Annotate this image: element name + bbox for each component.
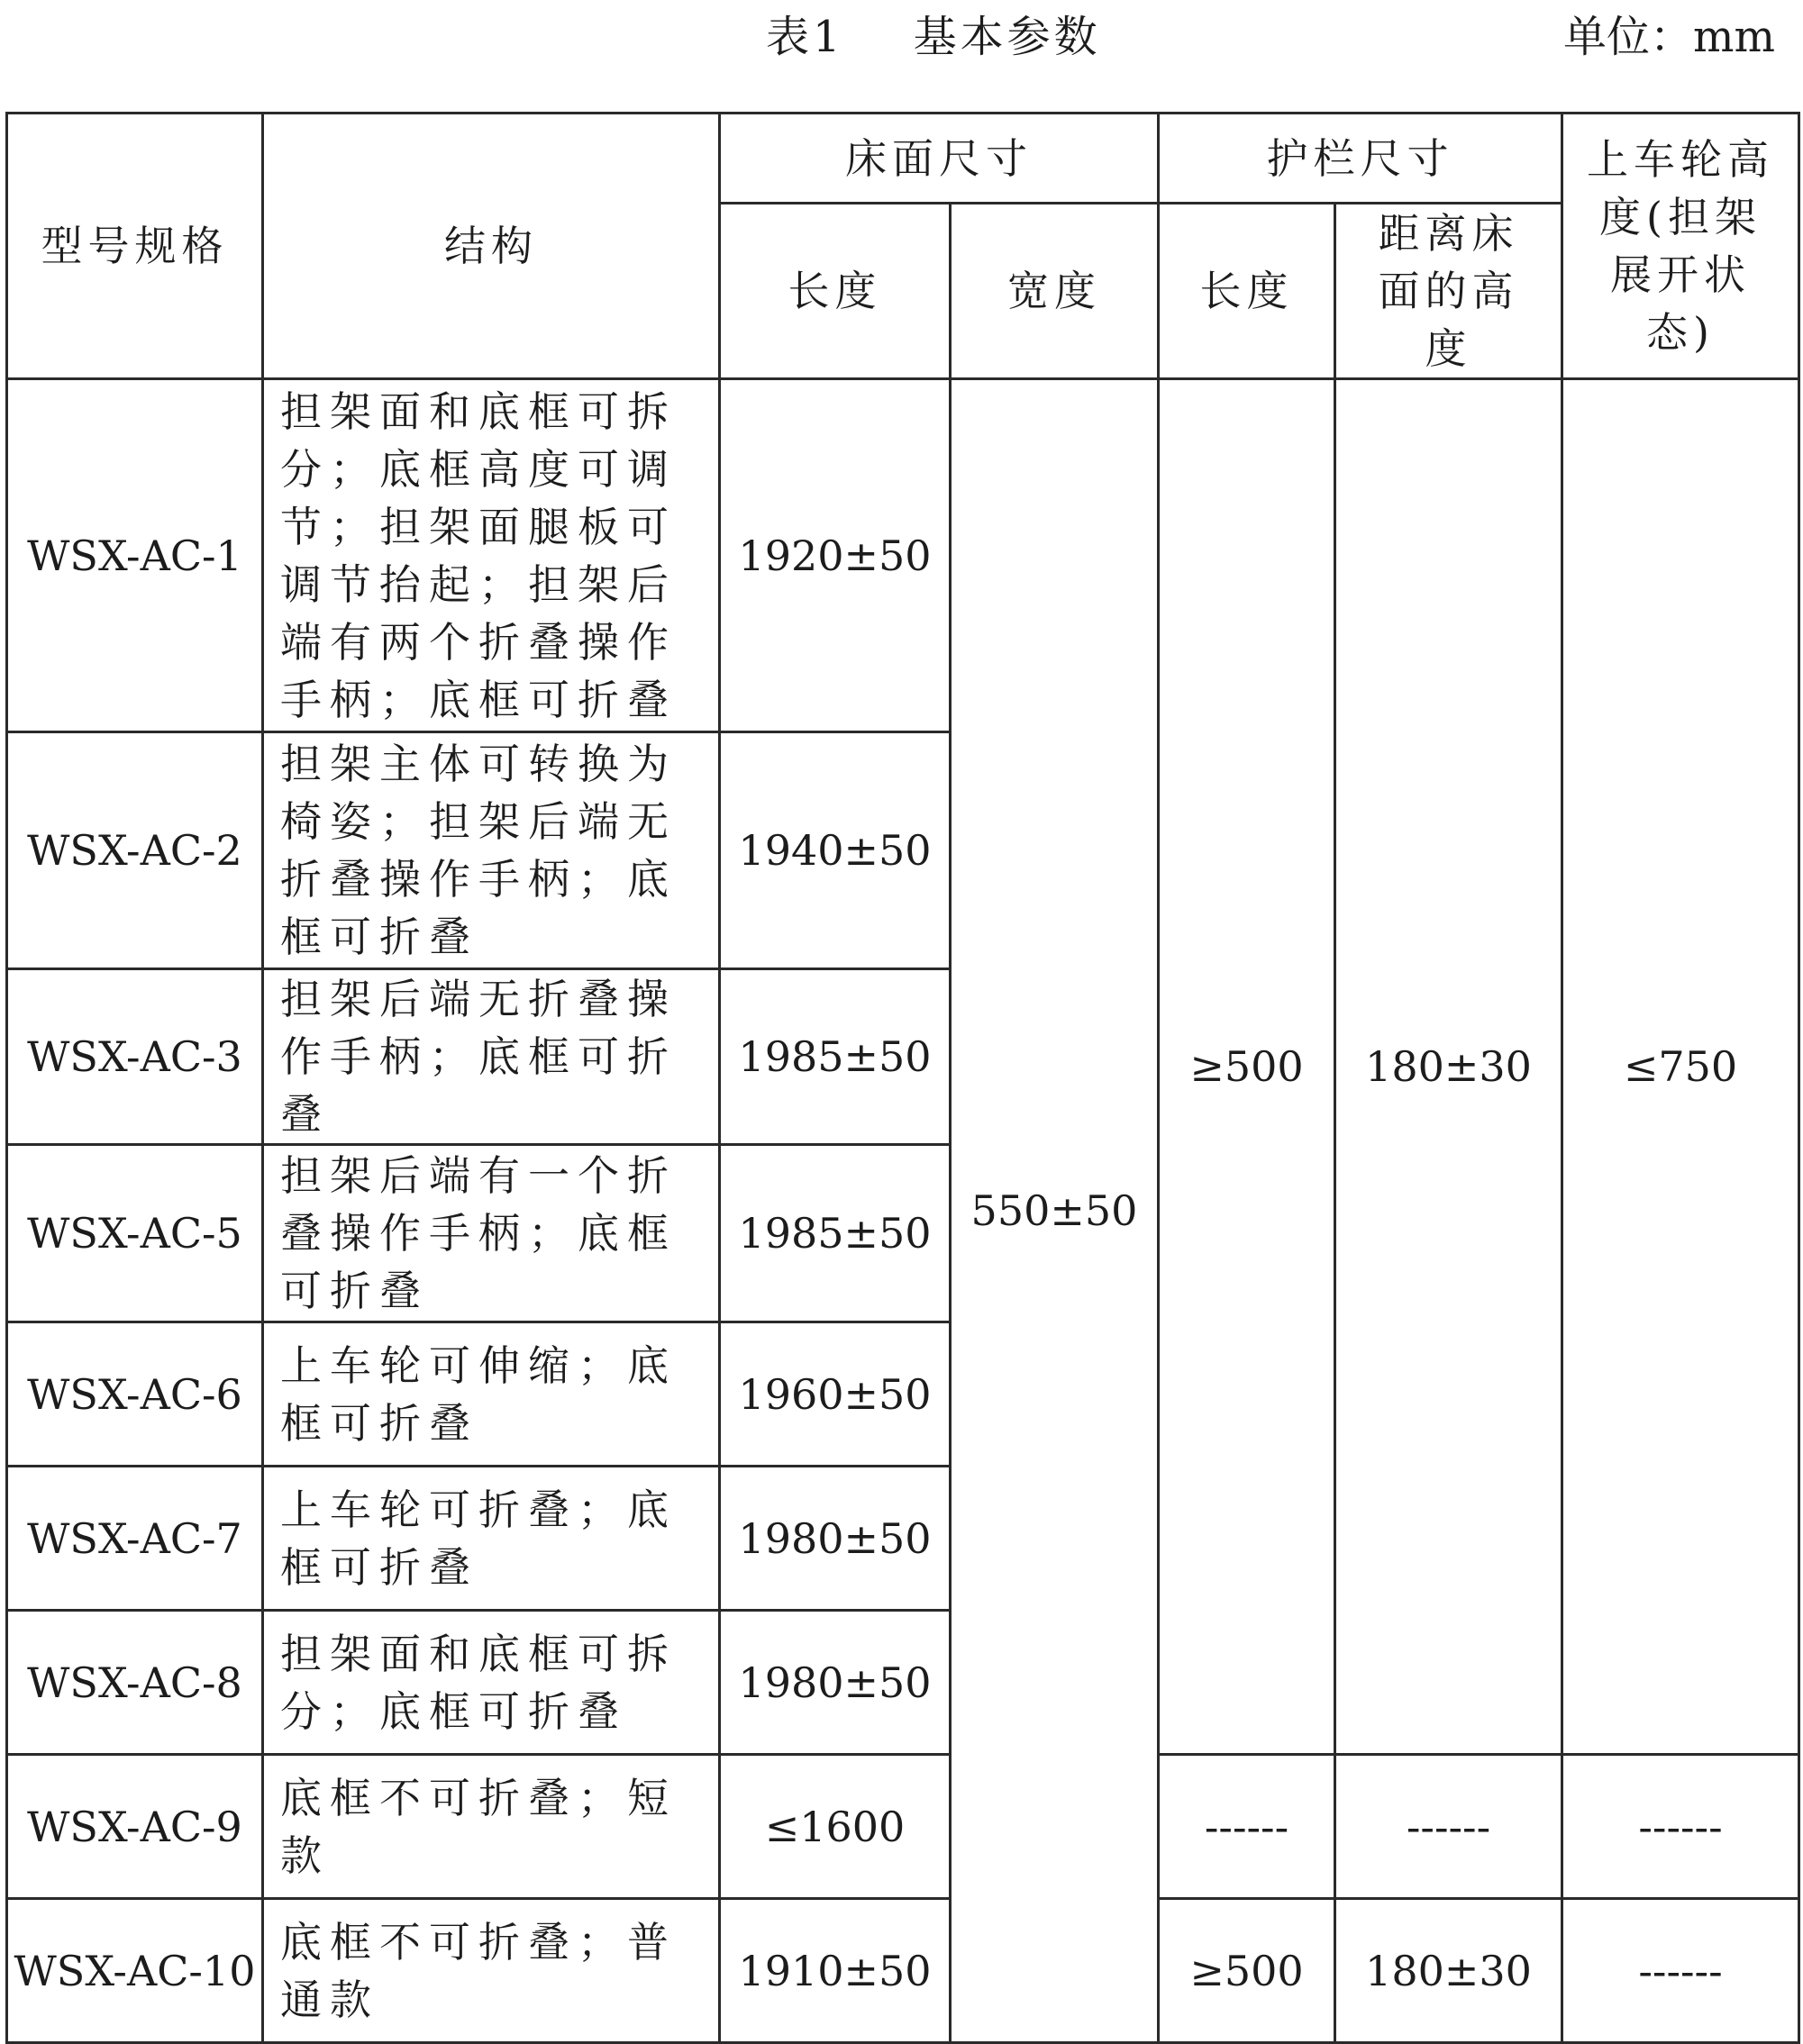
- parameters-table: [5, 112, 1800, 2044]
- bed-length-cell: 1940±50: [720, 732, 951, 969]
- bed-length-cell: 1985±50: [720, 1145, 951, 1322]
- header-rail-length: 长度: [1159, 204, 1335, 379]
- bed-length-cell: 1985±50: [720, 969, 951, 1145]
- model-cell: WSX-AC-1: [7, 379, 263, 732]
- structure-cell: 底框不可折叠；普通款: [263, 1899, 720, 2043]
- header-bed-length: 长度: [720, 204, 951, 379]
- header-rail-height: 距离床面的高度: [1335, 204, 1562, 379]
- model-cell: WSX-AC-6: [7, 1322, 263, 1467]
- wheel-height-cell: ------: [1562, 1755, 1799, 1899]
- structure-cell: 担架后端有一个折叠操作手柄；底框可折叠: [263, 1145, 720, 1322]
- rail-height-cell: ------: [1335, 1755, 1562, 1899]
- table-row: [7, 1899, 1799, 2043]
- header-rail-size: 护栏尺寸: [1159, 114, 1562, 204]
- bed-length-cell: 1980±50: [720, 1611, 951, 1755]
- header-model: 型号规格: [7, 114, 263, 379]
- table-row: [7, 379, 1799, 732]
- table-row: [7, 1755, 1799, 1899]
- model-cell: WSX-AC-3: [7, 969, 263, 1145]
- structure-cell: 上车轮可伸缩；底框可折叠: [263, 1322, 720, 1467]
- structure-cell: 担架面和底框可拆分；底框可折叠: [263, 1611, 720, 1755]
- header-wheel-height: 上车轮高度(担架展开状态): [1562, 114, 1799, 379]
- model-cell: WSX-AC-2: [7, 732, 263, 969]
- header-bed-width: 宽度: [951, 204, 1159, 379]
- rail-length-cell: ------: [1159, 1755, 1335, 1899]
- model-cell: WSX-AC-7: [7, 1467, 263, 1611]
- model-cell: WSX-AC-10: [7, 1899, 263, 2043]
- bed-length-cell: 1910±50: [720, 1899, 951, 2043]
- header-structure: 结构: [263, 114, 720, 379]
- bed-length-cell: 1920±50: [720, 379, 951, 732]
- table-caption: [0, 0, 1803, 63]
- bed-length-cell: 1960±50: [720, 1322, 951, 1467]
- structure-cell: 担架后端无折叠操作手柄；底框可折叠: [263, 969, 720, 1145]
- unit-label: 单位：mm: [1563, 12, 1776, 62]
- wheel-height-cell: ≤750: [1562, 379, 1799, 1755]
- model-cell: WSX-AC-5: [7, 1145, 263, 1322]
- structure-cell: 担架主体可转换为椅姿；担架后端无折叠操作手柄；底框可折叠: [263, 732, 720, 969]
- rail-height-cell: 180±30: [1335, 379, 1562, 1755]
- rail-height-cell: 180±30: [1335, 1899, 1562, 2043]
- structure-cell: 底框不可折叠；短款: [263, 1755, 720, 1899]
- model-cell: WSX-AC-9: [7, 1755, 263, 1899]
- rail-length-cell: ≥500: [1159, 379, 1335, 1755]
- wheel-height-cell: ------: [1562, 1899, 1799, 2043]
- bed-length-cell: 1980±50: [720, 1467, 951, 1611]
- bed-width-cell: 550±50: [951, 379, 1159, 2043]
- structure-cell: 担架面和底框可拆分；底框高度可调节；担架面腿板可调节抬起；担架后端有两个折叠操作手柄；底框可折叠: [263, 379, 720, 732]
- header-bed-size: 床面尺寸: [720, 114, 1159, 204]
- model-cell: WSX-AC-8: [7, 1611, 263, 1755]
- table-title: 表1 基本参数: [766, 12, 1101, 62]
- bed-length-cell: ≤1600: [720, 1755, 951, 1899]
- structure-cell: 上车轮可折叠；底框可折叠: [263, 1467, 720, 1611]
- rail-length-cell: ≥500: [1159, 1899, 1335, 2043]
